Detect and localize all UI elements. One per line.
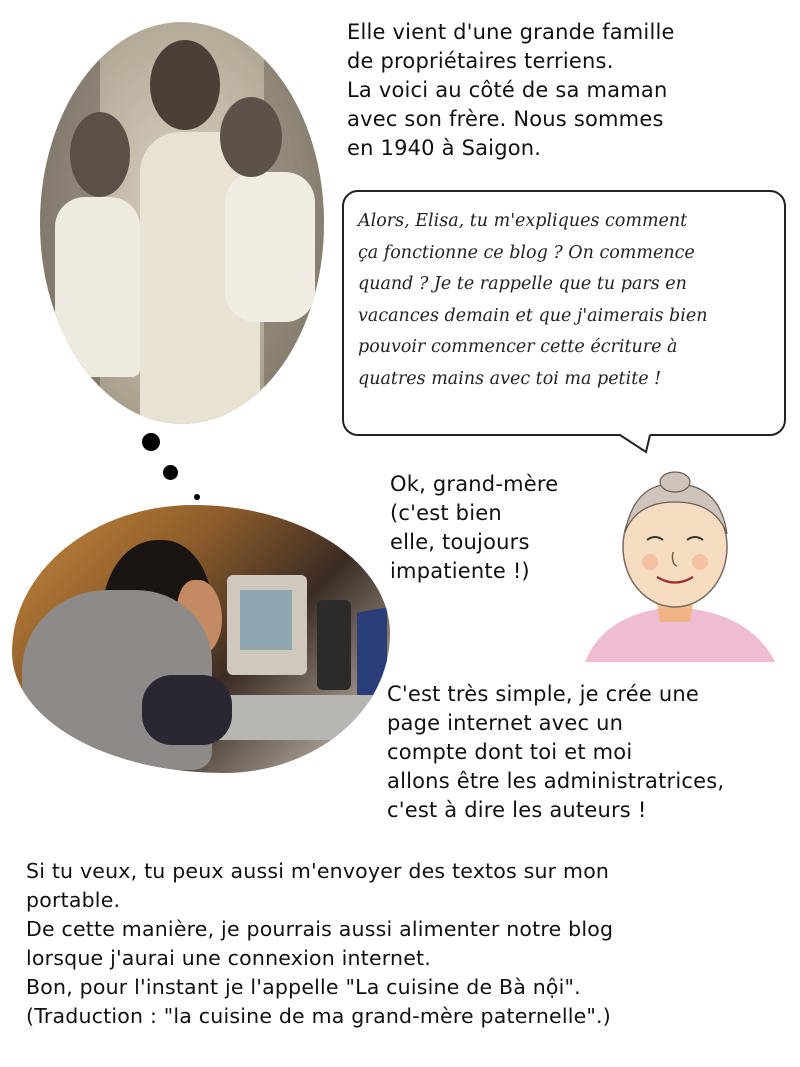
speaker bbox=[317, 600, 351, 690]
thought-dot-medium bbox=[163, 465, 178, 480]
child-left bbox=[55, 197, 140, 377]
mother-head bbox=[150, 40, 220, 130]
child-left-head bbox=[70, 112, 130, 197]
grandmother-sketch bbox=[575, 462, 780, 662]
thought-dot-large bbox=[142, 433, 160, 451]
family-photo-1940 bbox=[40, 22, 324, 424]
girl-at-computer-photo bbox=[12, 505, 390, 773]
baby-brother bbox=[225, 172, 315, 322]
speech-bubble-text: Alors, Elisa, tu m'expliques comment ça fonctionne ce blog ? On commence quand ? Je te rappelle que tu pars en vacances demain et que j'aimerais bien pouvoir commencer cette écriture à quatres mains avec toi ma petite ! bbox=[358, 211, 708, 389]
speech-bubble-tail bbox=[620, 434, 660, 454]
girl-arm bbox=[142, 675, 232, 745]
thought-dot-small bbox=[194, 494, 200, 500]
caption-top: Elle vient d'une grande famille de propriétaires terriens. La voici au côté de sa maman avec son frère. Nous sommes en 1940 à Saigon. bbox=[347, 20, 675, 160]
laptop-screen bbox=[357, 607, 387, 702]
monitor-screen bbox=[240, 590, 292, 650]
caption-bottom: Si tu veux, tu peux aussi m'envoyer des textos sur mon portable. De cette manière, je pourrais aussi alimenter notre blog lorsque j'aurai une connexion internet. Bon, pour l'instant je l'appelle "La cuisine de Bà nội". (Traduction : "la cuisine de ma grand-mère paternelle".) bbox=[26, 859, 614, 1028]
reply-long: C'est très simple, je crée une page internet avec un compte dont toi et moi allons être les administratrices, c'est à dire les auteurs ! bbox=[387, 682, 725, 822]
reply-short: Ok, grand-mère (c'est bien elle, toujours impatiente !) bbox=[390, 472, 559, 583]
baby-head bbox=[220, 97, 282, 177]
speech-bubble bbox=[342, 190, 786, 436]
